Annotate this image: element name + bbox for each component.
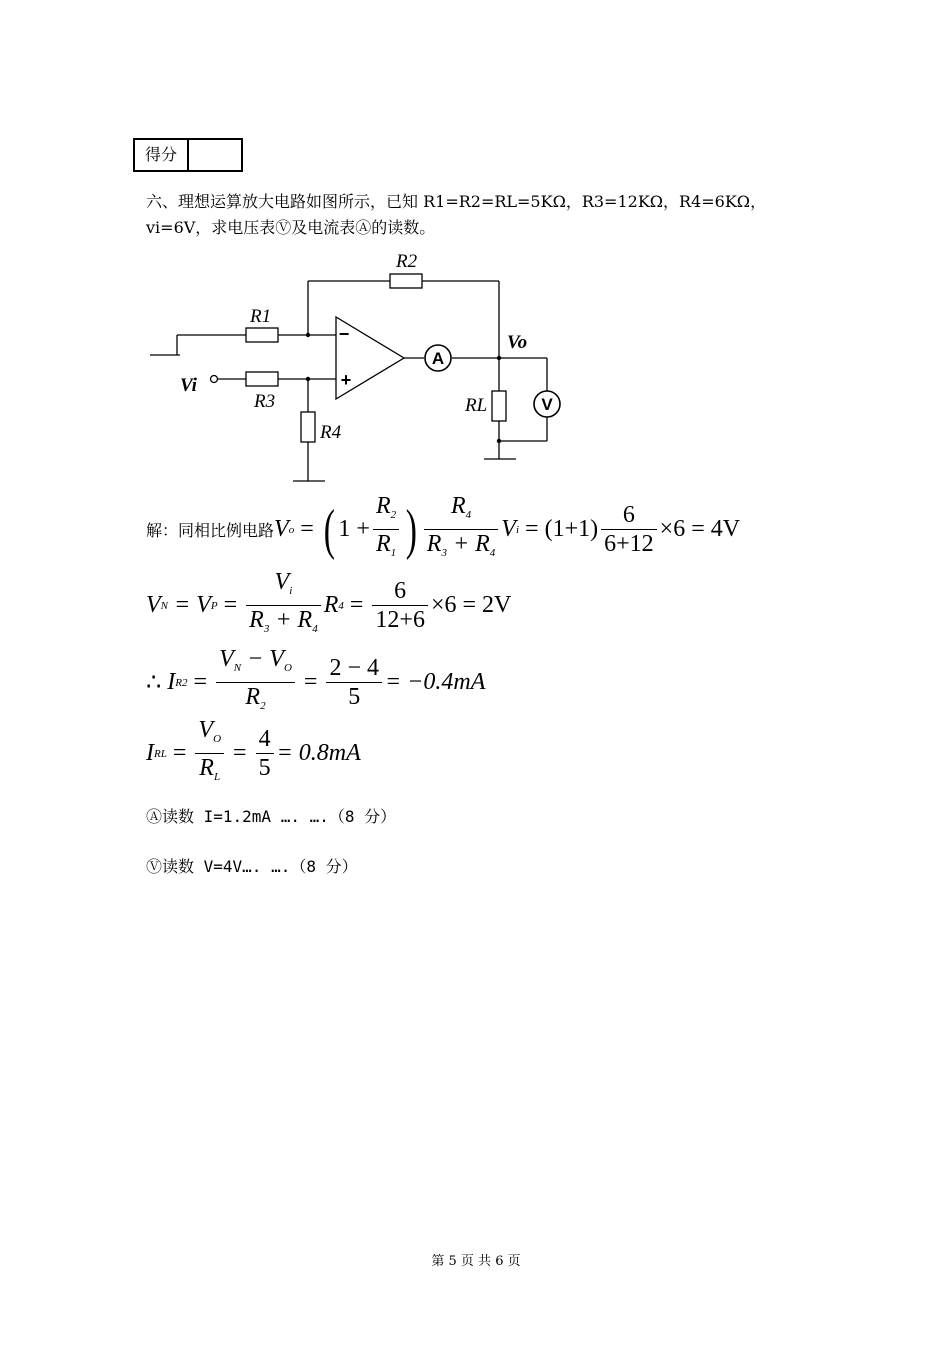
r3-resistor	[246, 372, 278, 386]
vo-label: Vo	[507, 332, 528, 353]
question-line-1: 六、理想运算放大电路如图所示，已知 R1=R2=RL=5KΩ，R3=12KΩ，R4=6KΩ，	[146, 192, 767, 211]
r4-resistor	[301, 412, 315, 442]
r4-label: R4	[320, 422, 342, 443]
equation-2: V N = V P = $\frac{V_i}{R_3 + R_4}$ R 4 = $\frac{6}{12+6}$ ×6 = 2V	[146, 568, 511, 643]
voltmeter-reading: Ⓥ读数 V=4V…. ….（8 分）	[146, 857, 358, 876]
voltmeter-label: V	[541, 395, 553, 414]
page-footer: 第 5 页 共 6 页	[431, 1254, 521, 1269]
ammeter-reading: Ⓐ读数 I=1.2mA …. ….（8 分）	[146, 807, 397, 826]
equation-3: ∴ I R2 = $\frac{V_N - V_O}{R_2}$ = $\frac{2 - 4}{5}$ = −0.4mA	[146, 645, 485, 720]
equation-4: I RL = $\frac{V_O}{R_L}$ = $\frac{4}{5}$ = 0.8mA	[146, 716, 361, 791]
score-label: 得分	[135, 140, 189, 170]
question-line-2: vi=6V，求电压表Ⓥ及电流表Ⓐ的读数。	[146, 218, 436, 237]
score-value[interactable]	[189, 140, 241, 170]
opamp-circuit-diagram	[140, 245, 580, 490]
r3-label: R3	[254, 391, 276, 412]
plus-sign: +	[340, 370, 352, 390]
equation-1: 解：同相比例电路 V o = ( 1 + $\frac{R_2}{R_1}$ ) $\frac{R_4}{R_3 + R_4}$ V i = (1+1) $\frac{6}{6+12}$ ×6 = 4V	[146, 492, 740, 567]
r2-resistor	[390, 274, 422, 288]
score-box	[133, 138, 243, 172]
r2-label: R2	[396, 251, 418, 272]
minus-sign: −	[338, 324, 350, 344]
vi-terminal	[211, 376, 218, 383]
ammeter-label: A	[431, 349, 445, 368]
solution-prefix: 解：同相比例电路	[146, 521, 275, 540]
rl-label: RL	[465, 395, 488, 416]
r1-resistor	[246, 328, 278, 342]
rl-resistor	[492, 391, 506, 421]
r1-label: R1	[250, 306, 272, 327]
vi-label: Vi	[180, 375, 197, 396]
